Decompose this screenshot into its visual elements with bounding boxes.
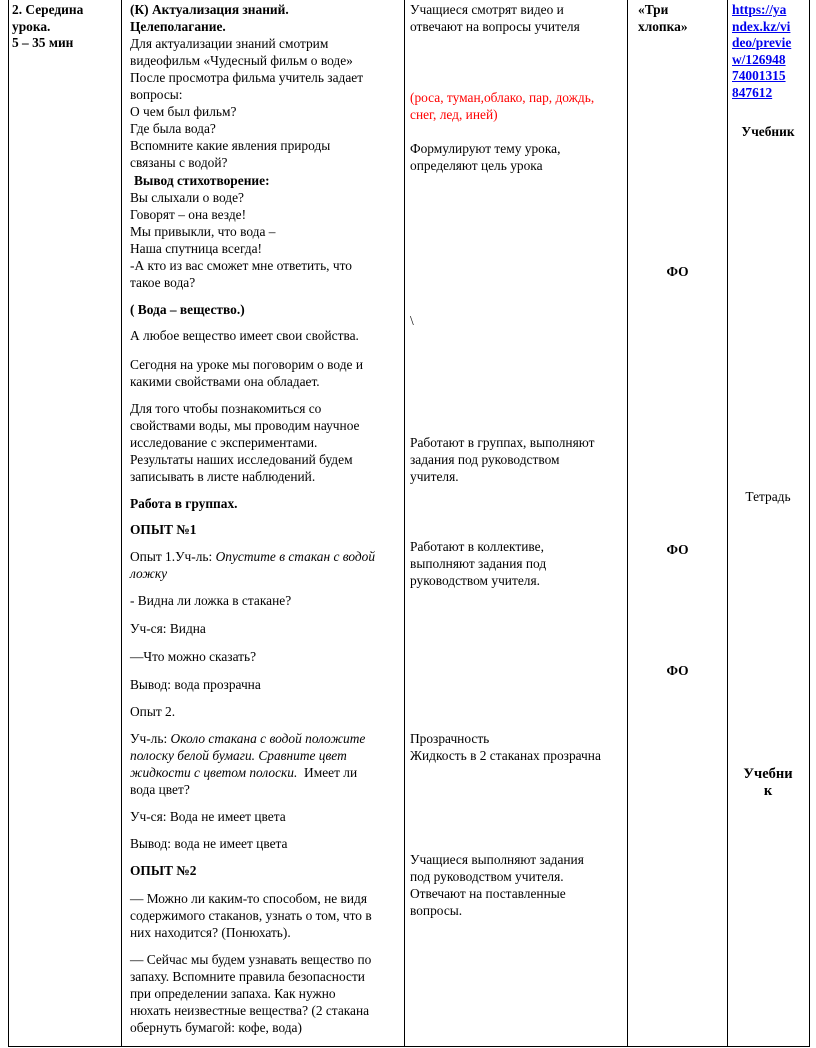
text-line: руководством учителя. <box>410 573 540 588</box>
poem-line: Говорят – она везде! <box>130 207 247 222</box>
text-line: — Сейчас мы будем узнавать вещество по <box>130 952 372 967</box>
text-line: под руководством учителя. <box>410 869 564 884</box>
instruction-span: Опустите в стакан с водой <box>215 549 376 564</box>
textbook-label: Учебни <box>743 766 793 782</box>
text-line: запаху. Вспомните правила безопасности <box>130 969 365 984</box>
text-line: видеофильм «Чудесный фильм о воде» <box>130 53 353 68</box>
text-line: при определении запаха. Как нужно <box>130 986 336 1001</box>
column-divider <box>121 0 122 1046</box>
text-span: Уч-ль: <box>130 731 171 746</box>
poem-line: Наша спутница всегда! <box>130 241 262 256</box>
experiment-heading: ОПЫТ №1 <box>130 522 197 537</box>
text-line: Отвечают на поставленные <box>410 886 566 901</box>
text-line: Результаты наших исследований будем <box>130 452 353 467</box>
link-text[interactable]: 847612 <box>732 84 773 100</box>
text-line <box>130 765 357 782</box>
instruction-line: ложку <box>130 566 168 581</box>
assessment-method: хлопка» <box>638 19 688 34</box>
answer-line: снег, лед, иней) <box>410 107 498 122</box>
notebook-label: Тетрадь <box>745 489 791 504</box>
text-line: Вывод: вода не имеет цвета <box>130 836 288 851</box>
instruction-span: жидкости с цветом полоски. <box>130 765 298 780</box>
group-work-heading: Работа в группах. <box>130 496 238 511</box>
text-line: Учащиеся смотрят видео и <box>410 2 564 17</box>
text-line: исследование с экспериментами. <box>130 435 318 450</box>
text-line: нюхать неизвестные вещества? (2 стакана <box>130 1003 370 1018</box>
text-line: записывать в листе наблюдений. <box>130 469 316 484</box>
text-line: — Можно ли каким-то способом, не видя <box>130 891 368 906</box>
text-line <box>130 731 365 748</box>
text-line: Прозрачность <box>410 731 490 746</box>
text-line: задания под руководством <box>410 452 560 467</box>
textbook-label: Учебник <box>741 124 795 139</box>
video-link[interactable] <box>732 2 791 102</box>
assessment-method: «Три <box>638 2 669 17</box>
text-line: Вывод: вода прозрачна <box>130 677 261 692</box>
text-line: такое вода? <box>130 275 196 290</box>
instruction-span: Около стакана с водой положите <box>170 731 366 746</box>
text-line: отвечают на вопросы учителя <box>410 19 580 34</box>
column-divider <box>404 0 405 1046</box>
formative-assessment-label: ФО <box>666 663 689 678</box>
text-line: ( Вода – вещество.) <box>130 302 245 317</box>
text-line: Вспомните какие явления природы <box>130 138 331 153</box>
text-line: - Видна ли ложка в стакане? <box>130 593 292 608</box>
text-line: А любое вещество имеет свои свойства. <box>130 328 359 343</box>
stage-title: 2. Середина урока. <box>12 2 84 34</box>
text-line: выполняют задания под <box>410 556 547 571</box>
section-heading: Целеполагание. <box>130 19 226 34</box>
text-line: вопросы: <box>130 87 183 102</box>
poem-heading: Вывод стихотворение: <box>134 173 270 188</box>
text-line: Жидкость в 2 стаканах прозрачна <box>410 748 601 763</box>
stage-cell <box>12 2 118 52</box>
text-line: Для актуализации знаний смотрим <box>130 36 329 51</box>
text-line: Где была вода? <box>130 121 216 136</box>
text-line: них находится? (Понюхать). <box>130 925 291 940</box>
text-line: Уч-ся: Вода не имеет цвета <box>130 809 286 824</box>
text-line: вопросы. <box>410 903 463 918</box>
text-line: -А кто из вас сможет мне ответить, что <box>130 258 352 273</box>
text-line: О чем был фильм? <box>130 104 237 119</box>
text-span: Опыт 1.Уч-ль: <box>130 549 216 564</box>
answer-line: (роса, туман,облако, пар, дождь, <box>410 90 595 105</box>
link-text[interactable]: 74001315 <box>732 68 786 84</box>
text-line: Опыт 2. <box>130 704 176 719</box>
section-heading: (К) Актуализация знаний. <box>130 2 289 17</box>
text-line: —Что можно сказать? <box>130 649 257 664</box>
text-line: Уч-ся: Видна <box>130 621 206 636</box>
text-line: \ <box>410 313 414 328</box>
text-line: учителя. <box>410 469 459 484</box>
text-line: содержимого стаканов, узнать о том, что в <box>130 908 372 923</box>
instruction-line: полоску белой бумаги. Сравните цвет <box>130 748 347 763</box>
text-line: связаны с водой? <box>130 155 228 170</box>
text-line: Учащиеся выполняют задания <box>410 852 584 867</box>
link-text[interactable]: deo/previe <box>732 35 792 51</box>
text-line: обернуть бумагой: кофе, вода) <box>130 1020 302 1035</box>
link-text[interactable]: ndex.kz/vi <box>732 18 791 34</box>
text-line: Работают в группах, выполняют <box>410 435 595 450</box>
lesson-plan-table <box>8 0 810 1047</box>
stage-time: 5 – 35 мин <box>12 35 74 51</box>
textbook-label: к <box>763 783 773 799</box>
text-line: Для того чтобы познакомиться со <box>130 401 322 416</box>
text-line: После просмотра фильма учитель задает <box>130 70 364 85</box>
column-divider <box>627 0 628 1046</box>
poem-line: Вы слыхали о воде? <box>130 190 244 205</box>
poem-line: Мы привыкли, что вода – <box>130 224 276 239</box>
text-line: Формулируют тему урока, <box>410 141 561 156</box>
text-line: определяют цель урока <box>410 158 543 173</box>
experiment-heading: ОПЫТ №2 <box>130 863 197 878</box>
formative-assessment-label: ФО <box>666 264 689 279</box>
text-line: Сегодня на уроке мы поговорим о воде и <box>130 357 363 372</box>
link-text[interactable]: https://ya <box>732 2 787 17</box>
text-line: вода цвет? <box>130 782 190 797</box>
text-span: Имеет ли <box>297 765 358 780</box>
link-text[interactable]: w/126948 <box>732 51 786 67</box>
text-line: Работают в коллективе, <box>410 539 544 554</box>
text-line: свойствами воды, мы проводим научное <box>130 418 360 433</box>
column-divider <box>727 0 728 1046</box>
text-line <box>130 549 375 566</box>
formative-assessment-label: ФО <box>666 542 689 557</box>
text-line: какими свойствами она обладает. <box>130 374 320 389</box>
